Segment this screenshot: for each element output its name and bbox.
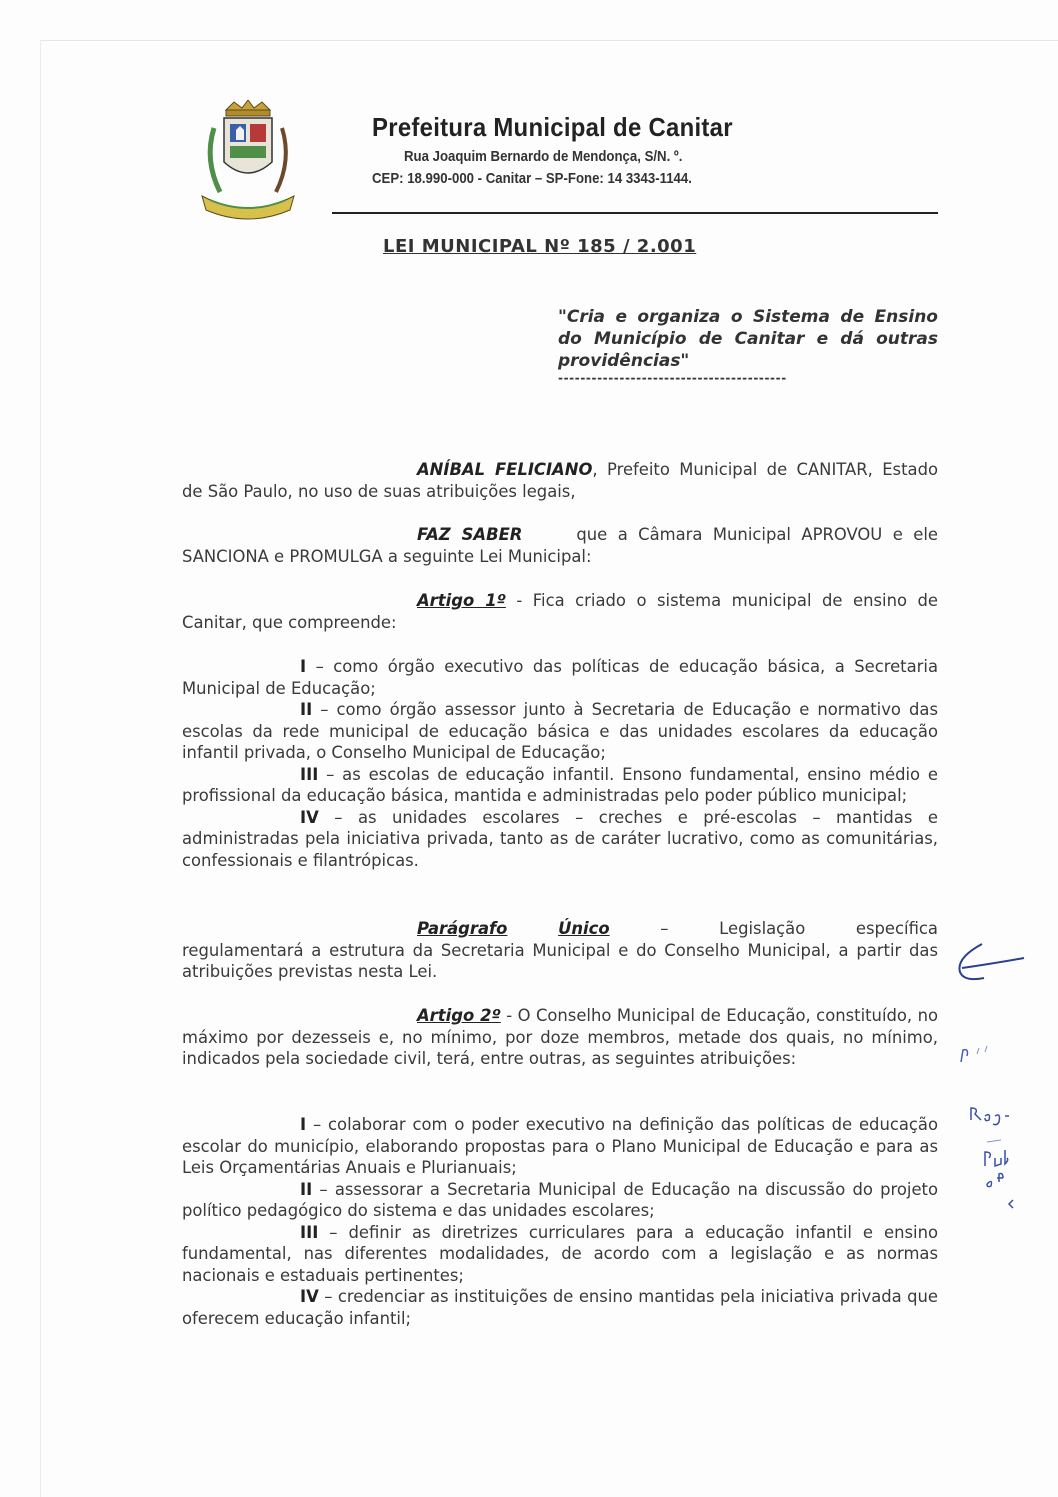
list-item — [182, 699, 938, 764]
item-text: – as escolas de educação infantil. Ensono fundamental, ensino médio e profissional da educação básica, mantida e administradas pelo poder público municipal; — [182, 764, 938, 805]
cep-phone: CEP: 18.990-000 - Canitar – SP-Fone: 14 3343-1144. — [372, 170, 692, 187]
handwritten-initial-icon — [950, 940, 1030, 990]
paragrafo-text: regulamentará a estrutura da Secretaria Municipal e do Conselho Municipal, a partir das atribuições previstas nesta Lei. — [182, 940, 938, 981]
address: Rua Joaquim Bernardo de Mendonça, S/N. º. — [404, 148, 683, 165]
item-number: IV — [300, 807, 319, 827]
artigo-1-label: Artigo 1º — [417, 591, 506, 610]
list-item — [182, 1114, 938, 1179]
item-text: – credenciar as instituições de ensino mantidas pela iniciativa privada que oferecem educação infantil; — [182, 1287, 938, 1328]
item-text: – assessorar a Secretaria Municipal de Educação na discussão do projeto político pedagógico do sistema e das unidades escolares; — [182, 1179, 938, 1220]
item-number: III — [300, 1222, 319, 1242]
item-text: – definir as diretrizes curriculares para a educação infantil e ensino fundamental, nas diferentes modalidades, de acordo com a legislação e as normas nacionais e estaduais pertinentes; — [182, 1222, 938, 1285]
artigo-1-items — [182, 656, 938, 871]
item-number: II — [300, 700, 313, 719]
mayor-name: ANÍBAL FELICIANO — [417, 460, 593, 479]
mayor-text: , Prefeito Municipal de CANITAR, Estado de São Paulo, no uso de suas atribuições legais, — [182, 460, 938, 501]
list-item — [182, 1222, 938, 1287]
preamble-faz-saber — [182, 524, 938, 567]
item-text: – colaborar com o poder executivo na definição das políticas de educação escolar do município, elaborando propostas para o Plano Municipal de Educação e para as Leis Orçamentárias Anuais e Plurianuais; — [182, 1115, 938, 1177]
scan-edge — [40, 40, 41, 1497]
item-number: IV — [300, 1287, 319, 1306]
law-title: LEI MUNICIPAL Nº 185 / 2.001 — [383, 236, 697, 257]
item-text: – como órgão assessor junto à Secretaria de Educação e normativo das escolas da rede municipal de educação básica e das unidades escolares da educação infantil privada, o Conselho Municipal de Educação; — [182, 700, 938, 762]
item-number: II — [300, 1179, 313, 1199]
faz-saber-label: FAZ SABER — [417, 525, 523, 544]
paragrafo-dash: – — [660, 919, 669, 938]
preamble-mayor — [182, 459, 938, 502]
item-text: – as unidades escolares – creches e pré-escolas – mantidas e administradas pela iniciativa privada, tanto as de caráter lucrativo, como as comunitárias, confessionais e filantrópicas. — [182, 807, 938, 870]
paragrafo-label: Único — [558, 919, 610, 938]
item-number: I — [300, 657, 307, 676]
list-item — [182, 656, 938, 699]
organization-name: Prefeitura Municipal de Canitar — [372, 112, 733, 142]
artigo-2-items — [182, 1114, 938, 1329]
letterhead-rule — [332, 212, 938, 214]
ementa: "Cria e organiza o Sistema de Ensino do Município de Canitar e dá outras providências" — [558, 307, 938, 371]
item-text: – como órgão executivo das políticas de educação básica, a Secretaria Municipal de Educação; — [182, 657, 938, 698]
list-item — [182, 807, 938, 872]
artigo-2-text: - O Conselho Municipal de Educação, constituído, no máximo por dezesseis e, no mínimo, por doze membros, metade dos quais, no mínimo, indicados pela sociedade civil, terá, entre outras, as seguintes atribuições: — [182, 1006, 938, 1068]
scan-edge — [40, 40, 1058, 41]
artigo-2-label: Artigo 2º — [417, 1006, 501, 1025]
list-item — [182, 1286, 938, 1329]
artigo-1-text: - Fica criado o sistema municipal de ensino de Canitar, que compreende: — [182, 591, 938, 632]
artigo-1 — [182, 590, 938, 633]
paragrafo-word: específica — [855, 919, 938, 938]
handwritten-marginal-notes-icon — [955, 1040, 1025, 1220]
list-item — [182, 1179, 938, 1222]
artigo-2 — [182, 1005, 938, 1070]
paragrafo-unico — [182, 918, 938, 983]
ementa-rule: ----------------------------------------- — [558, 371, 787, 385]
item-number: I — [300, 1115, 307, 1134]
item-number: III — [300, 764, 319, 784]
municipal-coat-of-arms-icon — [196, 100, 300, 224]
faz-saber-text: que a Câmara Municipal APROVOU e ele SANCIONA e PROMULGA a seguinte Lei Municipal: — [182, 525, 938, 566]
list-item — [182, 764, 938, 807]
paragrafo-label: Parágrafo — [417, 919, 508, 938]
paragrafo-word: Legislação — [719, 919, 806, 938]
